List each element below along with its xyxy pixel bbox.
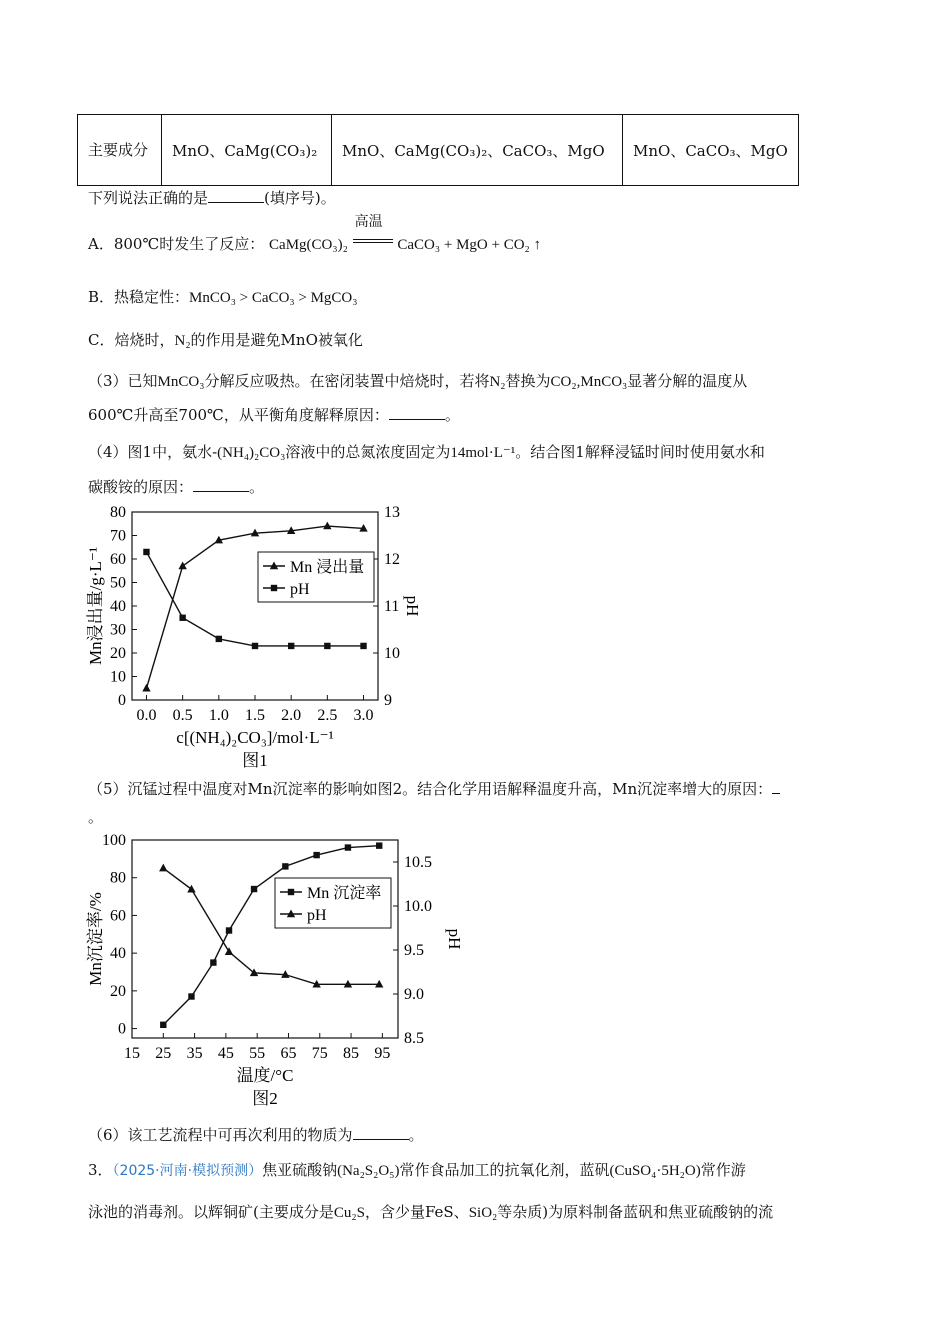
y2-tick-label: 9 (384, 692, 392, 709)
x-tick-label: 0.5 (172, 707, 193, 724)
q7-text: 等杂质)为原料制备蓝矾和焦亚硫酸钠的流 (497, 1203, 774, 1221)
series-line-0 (146, 526, 363, 688)
data-point (324, 643, 330, 649)
y-tick-label: 60 (110, 907, 126, 925)
data-point (188, 993, 194, 999)
data-point (160, 1022, 166, 1028)
data-point (345, 844, 351, 850)
y2-tick-label: 8.5 (404, 1030, 424, 1047)
data-point (360, 643, 366, 649)
data-point (179, 615, 185, 621)
data-point (226, 927, 232, 933)
x-axis-label: c[(NH₄)₂CO₃]/mol·L⁻¹ (176, 728, 334, 747)
y-tick-label: 70 (110, 527, 126, 545)
option-a-products: CaCO₃ + MgO + CO₂ ↑ (397, 237, 542, 253)
q3-text: 显著分解的温度从 (627, 372, 748, 390)
option-a-reactant: CaMg(CO₃)₂ (269, 237, 348, 253)
y-tick-label: 40 (110, 945, 126, 963)
y-tick-label: 0 (118, 692, 126, 709)
x-tick-label: 3.0 (353, 707, 374, 724)
y2-tick-label: 11 (384, 598, 400, 615)
data-point (216, 636, 222, 642)
y-tick-label: 80 (110, 504, 126, 521)
q6-text: 。 (408, 1126, 424, 1144)
data-point (288, 643, 294, 649)
composition-table (77, 114, 799, 186)
option-a (88, 214, 542, 256)
data-point (225, 947, 233, 955)
data-point (252, 643, 258, 649)
y2-tick-label: 12 (384, 551, 400, 568)
y-tick-label: 20 (110, 982, 126, 1000)
q7-text: 泳池的消毒剂。以辉铜矿(主要成分是 (88, 1203, 334, 1221)
cuso4-formula: (CuSO₄·5H₂O) (609, 1163, 701, 1179)
legend-marker (271, 585, 277, 591)
q3-text: 分解反应吸热。在密闭装置中焙烧时，若将 (204, 372, 490, 390)
legend-label: pH (307, 907, 327, 924)
data-point (282, 863, 288, 869)
y-tick-label: 30 (110, 621, 126, 639)
legend-label: Mn 沉淀率 (307, 885, 382, 902)
q5-end: 。 (88, 808, 104, 826)
answer-blank[interactable] (772, 779, 780, 794)
co2-formula: CO₂,MnCO₃ (550, 374, 628, 390)
question-3-line2 (88, 1201, 773, 1224)
question-source: （2025·河南·模拟预测） (112, 1163, 263, 1179)
question-3-line1 (88, 1159, 746, 1182)
x-tick-label: 1.0 (208, 707, 229, 724)
x-tick-label: 75 (311, 1045, 328, 1062)
q7-text: 焦亚硫酸钠 (262, 1161, 338, 1179)
q4-line2 (88, 476, 264, 498)
data-point (323, 522, 331, 530)
q6-line (88, 1124, 424, 1146)
data-point (376, 842, 382, 848)
plot-frame (132, 840, 398, 1038)
x-tick-label: 25 (155, 1045, 172, 1062)
q2-prompt: 下列说法正确的是 (88, 189, 209, 207)
q7-text: 常作食品加工的抗氧化剂，蓝矾 (399, 1161, 610, 1179)
x-tick-label: 95 (374, 1045, 391, 1062)
y-tick-label: 10 (110, 668, 126, 686)
data-point (143, 549, 149, 555)
answer-blank[interactable] (389, 405, 445, 420)
y-tick-label: 60 (110, 551, 126, 568)
q3-line2 (88, 404, 460, 426)
option-a-label: A．800℃时发生了反应： (88, 235, 265, 253)
x-tick-label: 35 (186, 1045, 203, 1062)
option-c-text: 的作用是避免MnO被氧化 (190, 331, 363, 349)
y2-tick-label: 10.0 (404, 898, 432, 915)
q4-prefix: （4）图1中，氨水- (88, 443, 218, 461)
q5-line2 (88, 806, 103, 828)
question-number: 3． (88, 1161, 113, 1179)
x-tick-label: 0.0 (136, 707, 157, 724)
q3-text: 替换为 (505, 372, 551, 390)
data-point (313, 852, 319, 858)
answer-blank[interactable] (193, 477, 249, 492)
q2-prompt-line (88, 187, 336, 209)
data-point (178, 562, 186, 570)
n2-formula: N₂ (489, 374, 506, 390)
option-b-expr: MnCO₃ > CaCO₃ > MgCO₃ (189, 290, 358, 306)
data-point (142, 684, 150, 692)
q4-text: 。结合图1解释浸锰时间时使用氨水和 (515, 443, 765, 461)
option-c-label: C．焙烧时， (88, 331, 175, 349)
q4-text: 碳酸铵的原因： (88, 478, 194, 496)
x-tick-label: 1.5 (245, 707, 265, 724)
table-row-label: 主要成分 (78, 115, 162, 186)
y2-axis-label: pH (445, 928, 464, 950)
sio2-formula: SiO₂ (468, 1205, 498, 1221)
ammonium-carbonate-formula: (NH₄)₂CO₃ (217, 445, 286, 461)
series-line-0 (163, 846, 382, 1025)
legend-marker (288, 889, 294, 895)
q4-text: 。 (249, 478, 265, 496)
figure-2-chart (85, 828, 465, 1118)
q3-text: 。 (444, 406, 460, 424)
y-axis-label: Mn沉淀率/% (86, 892, 105, 986)
option-b (88, 286, 358, 309)
q3-text: 600℃升高至700℃，从平衡角度解释原因： (88, 406, 389, 424)
y2-tick-label: 10.5 (404, 854, 432, 871)
y-axis-label: Mn浸出量/g·L⁻¹ (86, 547, 105, 665)
y-tick-label: 0 (118, 1020, 126, 1038)
reaction-condition: 高温 (354, 214, 383, 230)
n2-formula: N₂ (174, 333, 191, 349)
q5-text: （5）沉锰过程中温度对Mn沉淀率的影响如图2。结合化学用语解释温度升高，Mn沉淀率增大的原因： (88, 780, 773, 798)
reaction-arrow (353, 214, 393, 249)
x-tick-label: 65 (280, 1045, 297, 1062)
q7-text: ，含少量FeS、 (364, 1203, 469, 1221)
figure-caption: 图2 (252, 1089, 278, 1108)
table-cell: MnO、CaMg(CO₃)₂、CaCO₃、MgO (332, 115, 623, 186)
data-point (187, 885, 195, 893)
data-point (159, 864, 167, 872)
q2-prompt-end: (填序号)。 (264, 189, 336, 207)
legend-label: Mn 浸出量 (290, 559, 365, 576)
concentration-value: 14mol·L⁻¹ (450, 445, 516, 461)
table-cell: MnO、CaMg(CO₃)₂ (162, 115, 332, 186)
y2-tick-label: 9.5 (404, 942, 424, 959)
cu2s-formula: Cu₂S (333, 1205, 365, 1221)
y2-tick-label: 10 (384, 645, 400, 662)
q4-line1 (88, 441, 765, 464)
y-tick-label: 100 (102, 832, 126, 849)
table-cell: MnO、CaCO₃、MgO (623, 115, 799, 186)
option-b-label: B．热稳定性： (88, 288, 190, 306)
x-tick-label: 15 (124, 1045, 140, 1062)
y-tick-label: 20 (110, 645, 126, 662)
data-point (251, 886, 257, 892)
y-tick-label: 80 (110, 869, 126, 887)
x-tick-label: 85 (343, 1045, 360, 1062)
x-tick-label: 55 (249, 1045, 266, 1062)
figure-caption: 图1 (242, 751, 268, 770)
y2-tick-label: 13 (384, 504, 400, 521)
y-tick-label: 50 (110, 574, 126, 592)
plot-frame (132, 512, 378, 700)
answer-blank[interactable] (353, 1125, 409, 1140)
x-axis-label: 温度/°C (236, 1066, 294, 1085)
y2-tick-label: 9.0 (404, 986, 424, 1003)
answer-blank[interactable] (208, 188, 264, 203)
x-tick-label: 45 (217, 1045, 234, 1062)
figure-1-chart (85, 500, 425, 780)
q5-line1 (88, 778, 780, 800)
x-tick-label: 2.5 (317, 707, 338, 724)
na2s2o5-formula: (Na₂S₂O₅) (337, 1163, 400, 1179)
q3-prefix: （3）已知 (88, 372, 158, 390)
y2-axis-label: pH (403, 595, 422, 617)
x-tick-label: 2.0 (281, 707, 302, 724)
option-c (88, 329, 363, 352)
y-tick-label: 40 (110, 598, 126, 615)
q6-text: （6）该工艺流程中可再次利用的物质为 (88, 1126, 353, 1144)
data-point (210, 959, 216, 965)
q7-text: 常作游 (700, 1161, 746, 1179)
mnco3-formula: MnCO₃ (157, 374, 205, 390)
legend-label: pH (290, 581, 310, 598)
q4-text: 溶液中的总氮浓度固定为 (285, 443, 451, 461)
q3-line1 (88, 370, 747, 393)
